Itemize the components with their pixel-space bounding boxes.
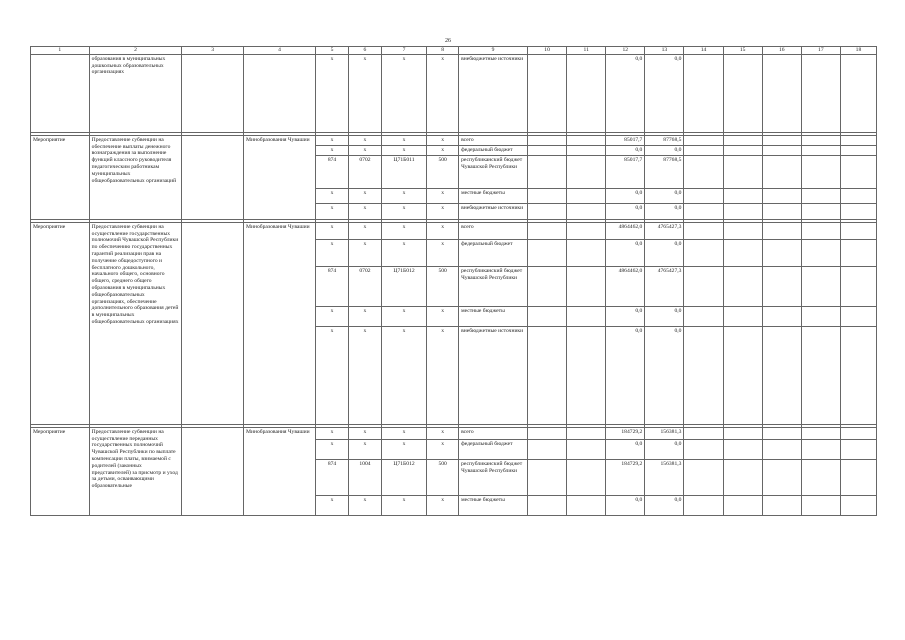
empty-cell [840, 306, 876, 326]
section-cell: x [348, 54, 381, 132]
funding-source: республиканский бюджет Чувашской Республики [459, 266, 528, 306]
value-year-2: 0,0 [645, 145, 684, 155]
gkbs-cell: x [316, 239, 349, 266]
event-type: Мероприятие [31, 427, 90, 515]
value-year-1: 0,0 [606, 306, 645, 326]
vr-cell: x [427, 203, 459, 219]
empty-cell [182, 427, 244, 515]
value-year-2: 0,0 [645, 54, 684, 132]
event-name: Предоставление субвенции на обеспечение выплаты денежного вознаграждения за выполнение функций классного руководителя педагогическим работникам муниципальных общеобразовательных организаций [89, 135, 182, 219]
value-year-1: 0,0 [606, 439, 645, 459]
empty-cell [567, 188, 606, 203]
value-year-2: 0,0 [645, 203, 684, 219]
empty-cell [684, 459, 723, 495]
section-cell: x [348, 239, 381, 266]
type-cell [31, 54, 90, 132]
vr-cell: x [427, 222, 459, 239]
empty-cell [684, 439, 723, 459]
column-number: 14 [684, 47, 723, 55]
value-year-1: 184729,2 [606, 459, 645, 495]
empty-cell [528, 439, 567, 459]
funding-source: местные бюджеты [459, 188, 528, 203]
empty-cell [528, 203, 567, 219]
empty-cell [801, 203, 840, 219]
empty-cell [840, 188, 876, 203]
value-year-1: 85017,7 [606, 155, 645, 188]
empty-cell [723, 459, 762, 495]
vr-cell: x [427, 495, 459, 515]
vr-cell: x [427, 439, 459, 459]
gkbs-cell: x [316, 145, 349, 155]
empty-cell [801, 188, 840, 203]
empty-cell [528, 135, 567, 145]
empty-cell [762, 439, 801, 459]
csr-cell: Ц71Б012 [381, 459, 426, 495]
empty-cell [723, 135, 762, 145]
csr-cell: x [381, 326, 426, 424]
table-row [31, 54, 877, 132]
empty-cell [840, 459, 876, 495]
empty-cell [567, 203, 606, 219]
column-number: 17 [801, 47, 840, 55]
empty-cell [801, 155, 840, 188]
table-row [31, 427, 877, 439]
empty-cell [528, 239, 567, 266]
value-year-2: 4765427,3 [645, 266, 684, 306]
vr-cell: x [427, 326, 459, 424]
empty-cell [840, 155, 876, 188]
empty-cell [801, 145, 840, 155]
executor-cell: Минобразования Чувашии [244, 135, 316, 219]
section-cell: x [348, 222, 381, 239]
empty-cell [801, 222, 840, 239]
header-row [31, 47, 877, 55]
empty-cell [840, 222, 876, 239]
column-number: 4 [244, 47, 316, 55]
funding-source: внебюджетные источники [459, 326, 528, 424]
csr-cell: x [381, 188, 426, 203]
section-cell: x [348, 439, 381, 459]
empty-cell [567, 459, 606, 495]
vr-cell: x [427, 188, 459, 203]
empty-cell [840, 145, 876, 155]
empty-cell [723, 427, 762, 439]
empty-cell [528, 222, 567, 239]
empty-cell [684, 495, 723, 515]
empty-cell [723, 145, 762, 155]
column-number: 1 [31, 47, 90, 55]
value-year-1: 0,0 [606, 326, 645, 424]
empty-cell [684, 188, 723, 203]
gkbs-cell: 874 [316, 459, 349, 495]
section-cell: x [348, 203, 381, 219]
empty-cell [567, 266, 606, 306]
funding-source: внебюджетные источники [459, 54, 528, 132]
vr-cell: x [427, 145, 459, 155]
empty-cell [567, 427, 606, 439]
executor-cell: Минобразования Чувашии [244, 222, 316, 424]
gkbs-cell: x [316, 203, 349, 219]
value-year-2: 0,0 [645, 495, 684, 515]
empty-cell [567, 155, 606, 188]
section-cell: x [348, 145, 381, 155]
csr-cell: Ц71Б011 [381, 155, 426, 188]
value-year-1: 184729,2 [606, 427, 645, 439]
value-year-1: 0,0 [606, 188, 645, 203]
empty-cell [567, 54, 606, 132]
empty-cell [762, 495, 801, 515]
section-cell: x [348, 495, 381, 515]
page-number: 26 [445, 38, 451, 44]
empty-cell [723, 188, 762, 203]
vr-cell: x [427, 239, 459, 266]
section-cell: 1004 [348, 459, 381, 495]
empty-cell [567, 135, 606, 145]
value-year-2: 87768,5 [645, 135, 684, 145]
gkbs-cell: x [316, 495, 349, 515]
column-number: 5 [316, 47, 349, 55]
table-row [31, 222, 877, 239]
gkbs-cell: x [316, 439, 349, 459]
column-number: 8 [427, 47, 459, 55]
empty-cell [723, 155, 762, 188]
empty-cell [684, 326, 723, 424]
empty-cell [801, 266, 840, 306]
empty-cell [840, 239, 876, 266]
empty-cell [762, 54, 801, 132]
empty-cell [801, 54, 840, 132]
empty-cell [723, 495, 762, 515]
empty-cell [801, 495, 840, 515]
column-number: 9 [459, 47, 528, 55]
empty-cell [840, 266, 876, 306]
csr-cell: x [381, 54, 426, 132]
vr-cell: 500 [427, 266, 459, 306]
empty-cell [567, 239, 606, 266]
empty-cell [528, 326, 567, 424]
gkbs-cell: x [316, 326, 349, 424]
column-number: 15 [723, 47, 762, 55]
funding-source: федеральный бюджет [459, 145, 528, 155]
vr-cell: x [427, 427, 459, 439]
empty-cell [684, 135, 723, 145]
empty-cell [723, 222, 762, 239]
empty-cell [528, 495, 567, 515]
value-year-1: 0,0 [606, 495, 645, 515]
funding-source: всего [459, 222, 528, 239]
value-year-2: 4765427,3 [645, 222, 684, 239]
empty-cell [684, 155, 723, 188]
empty-cell [762, 427, 801, 439]
empty-cell [684, 145, 723, 155]
value-year-1: 0,0 [606, 203, 645, 219]
empty-cell [528, 188, 567, 203]
section-cell: x [348, 427, 381, 439]
vr-cell: x [427, 306, 459, 326]
csr-cell: x [381, 239, 426, 266]
column-number: 10 [528, 47, 567, 55]
empty-cell [528, 266, 567, 306]
csr-cell: x [381, 203, 426, 219]
event-name: образования в муниципальных дошкольных образовательных организациях [89, 54, 182, 132]
value-year-2: 0,0 [645, 439, 684, 459]
empty-cell [528, 459, 567, 495]
vr-cell: 500 [427, 459, 459, 495]
executor-cell: Минобразования Чувашии [244, 427, 316, 515]
empty-cell [762, 155, 801, 188]
value-year-1: 0,0 [606, 145, 645, 155]
empty-cell [723, 266, 762, 306]
empty-cell [182, 222, 244, 424]
empty-cell [567, 495, 606, 515]
vr-cell: x [427, 54, 459, 132]
empty-cell [762, 145, 801, 155]
section-cell: x [348, 306, 381, 326]
gkbs-cell: x [316, 306, 349, 326]
empty-cell [528, 155, 567, 188]
gkbs-cell: x [316, 54, 349, 132]
section-cell: 0702 [348, 266, 381, 306]
empty-cell [762, 306, 801, 326]
event-name: Предоставление субвенции на осуществление переданных государственных полномочий Чувашской Республики по выплате компенсации платы, взимаемой с родителей (законных представителей) за присмотр и уход за детьми, осваивающими образовательные [89, 427, 182, 515]
empty-cell [723, 326, 762, 424]
empty-cell [528, 145, 567, 155]
funding-source: всего [459, 427, 528, 439]
column-number: 2 [89, 47, 182, 55]
gkbs-cell: x [316, 135, 349, 145]
funding-source: местные бюджеты [459, 495, 528, 515]
funding-source: местные бюджеты [459, 306, 528, 326]
empty-cell [528, 54, 567, 132]
empty-cell [723, 306, 762, 326]
empty-cell [801, 306, 840, 326]
empty-cell [684, 266, 723, 306]
empty-cell [567, 306, 606, 326]
empty-cell [684, 203, 723, 219]
section-cell: x [348, 326, 381, 424]
empty-cell [762, 222, 801, 239]
csr-cell: x [381, 135, 426, 145]
column-number: 7 [381, 47, 426, 55]
column-number: 12 [606, 47, 645, 55]
empty-cell [801, 439, 840, 459]
empty-cell [840, 203, 876, 219]
empty-cell [840, 54, 876, 132]
empty-cell [182, 54, 244, 132]
gkbs-cell: 874 [316, 155, 349, 188]
value-year-2: 0,0 [645, 188, 684, 203]
empty-cell [723, 54, 762, 132]
funding-source: федеральный бюджет [459, 439, 528, 459]
empty-cell [528, 427, 567, 439]
empty-cell [840, 495, 876, 515]
section-cell: x [348, 135, 381, 145]
csr-cell: x [381, 145, 426, 155]
csr-cell: x [381, 439, 426, 459]
funding-source: всего [459, 135, 528, 145]
empty-cell [801, 239, 840, 266]
empty-cell [684, 54, 723, 132]
column-number: 6 [348, 47, 381, 55]
value-year-2: 156381,3 [645, 427, 684, 439]
event-type: Мероприятие [31, 135, 90, 219]
event-type: Мероприятие [31, 222, 90, 424]
gkbs-cell: 874 [316, 266, 349, 306]
empty-cell [684, 427, 723, 439]
empty-cell [762, 203, 801, 219]
empty-cell [801, 459, 840, 495]
event-name: Предоставление субвенции на осуществление государственных полномочий Чувашской Республики по обеспечению государственных гарантий реализации прав на получение общедоступного и бесплатного дошкольного, начального общего, основного общего, среднего общего образования в муниципальных общеобразовательных организациях, обеспечение дополнительного образования детей в муниципальных общеобразовательных организациях [89, 222, 182, 424]
empty-cell [528, 306, 567, 326]
value-year-2: 0,0 [645, 239, 684, 266]
executor-cell [244, 54, 316, 132]
budget-table [30, 46, 877, 516]
empty-cell [723, 203, 762, 219]
section-cell: 0702 [348, 155, 381, 188]
empty-cell [801, 326, 840, 424]
value-year-1: 0,0 [606, 239, 645, 266]
value-year-2: 0,0 [645, 306, 684, 326]
empty-cell [684, 306, 723, 326]
column-number: 13 [645, 47, 684, 55]
empty-cell [723, 239, 762, 266]
gkbs-cell: x [316, 222, 349, 239]
empty-cell [182, 135, 244, 219]
value-year-1: 0,0 [606, 54, 645, 132]
empty-cell [684, 239, 723, 266]
vr-cell: x [427, 135, 459, 145]
csr-cell: x [381, 495, 426, 515]
empty-cell [684, 222, 723, 239]
table-row [31, 135, 877, 145]
gkbs-cell: x [316, 188, 349, 203]
empty-cell [567, 145, 606, 155]
empty-cell [762, 459, 801, 495]
empty-cell [762, 239, 801, 266]
empty-cell [840, 326, 876, 424]
column-number: 16 [762, 47, 801, 55]
empty-cell [840, 427, 876, 439]
column-number: 18 [840, 47, 876, 55]
vr-cell: 500 [427, 155, 459, 188]
value-year-2: 0,0 [645, 326, 684, 424]
empty-cell [723, 439, 762, 459]
empty-cell [567, 439, 606, 459]
column-number: 11 [567, 47, 606, 55]
section-cell: x [348, 188, 381, 203]
value-year-1: 85017,7 [606, 135, 645, 145]
empty-cell [762, 326, 801, 424]
empty-cell [840, 135, 876, 145]
empty-cell [762, 135, 801, 145]
csr-cell: x [381, 306, 426, 326]
empty-cell [762, 266, 801, 306]
csr-cell: Ц71Б012 [381, 266, 426, 306]
column-number: 3 [182, 47, 244, 55]
funding-source: республиканский бюджет Чувашской Республики [459, 459, 528, 495]
value-year-1: 4864462,0 [606, 266, 645, 306]
funding-source: республиканский бюджет Чувашской Республики [459, 155, 528, 188]
empty-cell [762, 188, 801, 203]
funding-source: федеральный бюджет [459, 239, 528, 266]
gkbs-cell: x [316, 427, 349, 439]
value-year-2: 87768,5 [645, 155, 684, 188]
empty-cell [801, 135, 840, 145]
csr-cell: x [381, 222, 426, 239]
value-year-2: 156381,3 [645, 459, 684, 495]
value-year-1: 4864462,0 [606, 222, 645, 239]
empty-cell [801, 427, 840, 439]
empty-cell [567, 326, 606, 424]
funding-source: внебюджетные источники [459, 203, 528, 219]
empty-cell [567, 222, 606, 239]
empty-cell [840, 439, 876, 459]
csr-cell: x [381, 427, 426, 439]
